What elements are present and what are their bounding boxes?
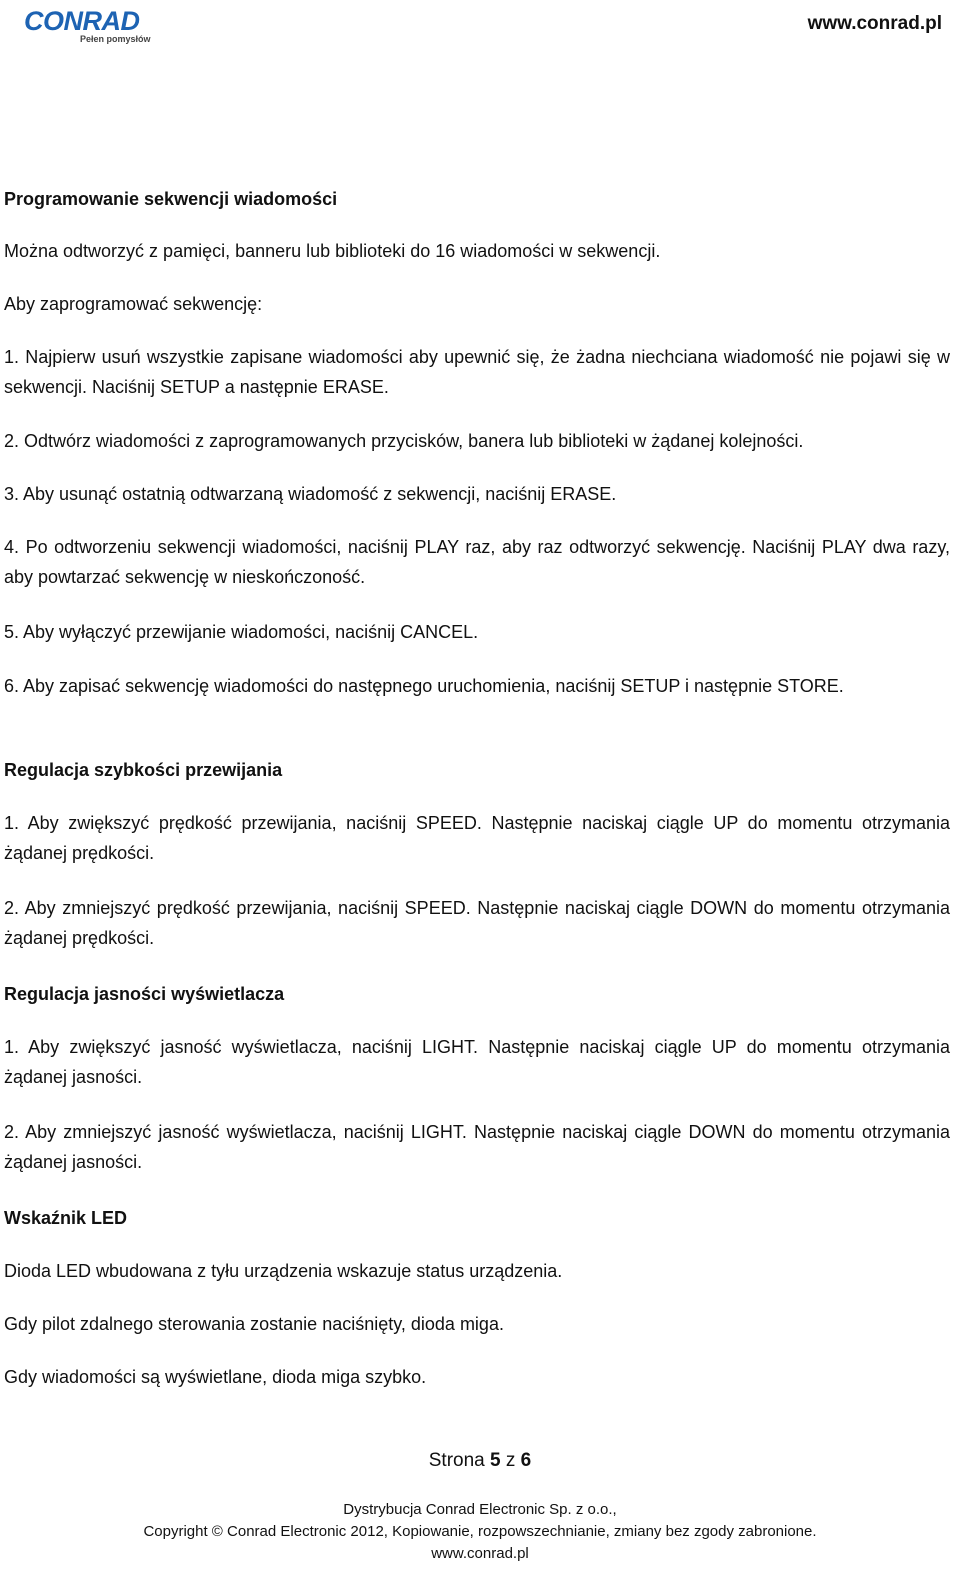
page-total: 6 — [520, 1450, 532, 1471]
step-4: 4. Po odtworzeniu sekwencji wiadomości, naciśnij PLAY raz, aby raz odtworzyć sekwencję. Naciśnij PLAY dwa razy, aby powtarzać sekwencję w nieskończoność. — [4, 537, 950, 587]
step-5: 5. Aby wyłączyć przewijanie wiadomości, naciśnij CANCEL. — [4, 622, 479, 642]
step-1: 1. Najpierw usuń wszystkie zapisane wiadomości aby upewnić się, że żadna niechciana wiadomość nie pojawi się w sekwencji. Naciśnij SETUP a następnie ERASE. — [4, 347, 950, 397]
footer-url: www.conrad.pl — [431, 1545, 529, 1562]
footer-distributor: Dystrybucja Conrad Electronic Sp. z o.o., — [343, 1501, 617, 1518]
heading-speed: Regulacja szybkości przewijania — [4, 760, 283, 780]
site-url: www.conrad.pl — [807, 13, 942, 34]
step-3: 3. Aby usunąć ostatnią odtwarzaną wiadomość z sekwencji, naciśnij ERASE. — [4, 484, 617, 504]
speed-step-2: 2. Aby zmniejszyć prędkość przewijania, naciśnij SPEED. Następnie naciskaj ciągle DOWN do momentu otrzymania żądanej prędkości. — [4, 898, 950, 948]
heading-led: Wskaźnik LED — [4, 1208, 128, 1228]
logo-tagline: Pełen pomysłów — [80, 34, 151, 44]
page-separator: z — [505, 1450, 516, 1471]
heading-brightness: Regulacja jasności wyświetlacza — [4, 984, 285, 1004]
paragraph-intro: Można odtworzyć z pamięci, banneru lub biblioteki do 16 wiadomości w sekwencji. — [4, 241, 661, 261]
logo-wordmark — [24, 6, 151, 36]
paragraph-howto: Aby zaprogramować sekwencję: — [4, 294, 263, 314]
conrad-logo — [24, 6, 151, 44]
page-number — [0, 1450, 960, 1472]
page-footer — [0, 1499, 960, 1565]
brightness-step-2: 2. Aby zmniejszyć jasność wyświetlacza, naciśnij LIGHT. Następnie naciskaj ciągle DOWN do momentu otrzymania żądanej jasności. — [4, 1122, 950, 1172]
led-paragraph-3: Gdy wiadomości są wyświetlane, dioda miga szybko. — [4, 1367, 427, 1387]
page-prefix: Strona — [428, 1450, 485, 1471]
speed-step-1: 1. Aby zwiększyć prędkość przewijania, naciśnij SPEED. Następnie naciskaj ciągle UP do momentu otrzymania żądanej prędkości. — [4, 813, 950, 863]
step-2: 2. Odtwórz wiadomości z zaprogramowanych przycisków, banera lub biblioteki w żądanej kolejności. — [4, 431, 804, 451]
page-current: 5 — [490, 1450, 501, 1471]
logo-text: CONRAD — [24, 6, 140, 36]
footer-copyright: Copyright © Conrad Electronic 2012, Kopiowanie, rozpowszechnianie, zmiany bez zgody zabronione. — [143, 1523, 817, 1540]
heading-sequence: Programowanie sekwencji wiadomości — [4, 189, 338, 209]
page-header — [0, 0, 960, 60]
step-6: 6. Aby zapisać sekwencję wiadomości do następnego uruchomienia, naciśnij SETUP i następnie STORE. — [4, 676, 844, 696]
led-paragraph-2: Gdy pilot zdalnego sterowania zostanie naciśnięty, dioda miga. — [4, 1314, 504, 1334]
led-paragraph-1: Dioda LED wbudowana z tyłu urządzenia wskazuje status urządzenia. — [4, 1261, 563, 1281]
brightness-step-1: 1. Aby zwiększyć jasność wyświetlacza, naciśnij LIGHT. Następnie naciskaj ciągle UP do momentu otrzymania żądanej jasności. — [4, 1037, 950, 1087]
